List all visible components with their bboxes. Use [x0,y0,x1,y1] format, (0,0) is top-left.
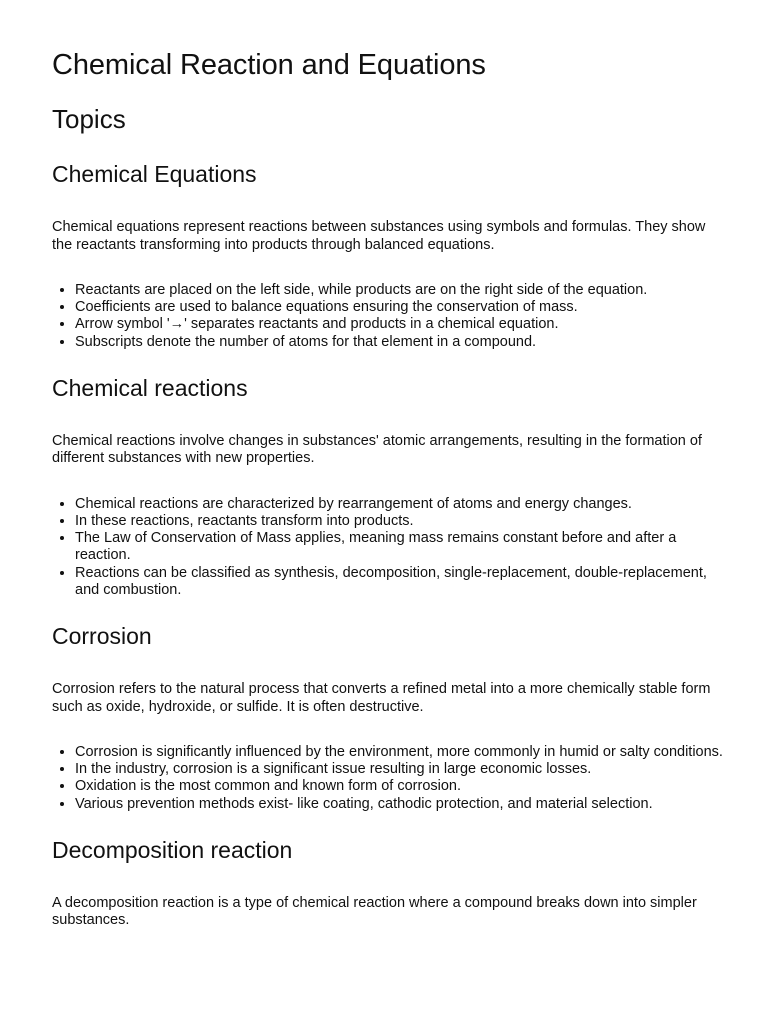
list-item: • In the industry, corrosion is a significant issue resulting in large economic losses. [75,761,728,778]
list-item: • Reactions can be classified as synthesis, decomposition, single-replacement, double-replacement, and combustion. [75,565,728,599]
section-paragraph: Chemical equations represent reactions between substances using symbols and formulas. They show the reactants transforming into products through balanced equations. [52,219,706,253]
section-heading: Chemical Equations [52,161,257,187]
list-item: • Subscripts denote the number of atoms for that element in a compound. [75,334,728,351]
section-heading: Corrosion [52,623,152,650]
section-corrosion [52,621,728,813]
section-chemical-reactions [52,373,728,599]
list-item: • Various prevention methods exist- like coating, cathodic protection, and material selection. [75,796,728,813]
section-chemical-equations [52,159,728,351]
list-item: • The Law of Conservation of Mass applies, meaning mass remains constant before and after a reaction. [75,530,728,564]
list-item: • Chemical reactions are characterized by rearrangement of atoms and energy changes. [75,496,728,513]
section-paragraph: Chemical reactions involve changes in substances' atomic arrangements, resulting in the formation of different substances with new properties. [52,432,702,467]
section-paragraph: Corrosion refers to the natural process that converts a refined metal into a more chemically stable form such as oxide, hydroxide, or sulfide. It is often destructive. [52,681,711,715]
section-paragraph: A decomposition reaction is a type of chemical reaction where a compound breaks down into simpler substances. [52,894,697,929]
list-item: • Reactants are placed on the left side, while products are on the right side of the equation. [75,282,728,299]
page-title: Chemical Reaction and Equations [52,49,486,81]
list-item: • Coefficients are used to balance equations ensuring the conservation of mass. [75,299,728,316]
section-decomposition-reaction [52,835,728,930]
bullet-list [52,282,728,351]
section-heading: Chemical reactions [52,374,248,401]
bullet-list [52,496,728,599]
section-heading: Decomposition reaction [52,836,293,863]
list-item: • Corrosion is significantly influenced by the environment, more commonly in humid or salty conditions. [75,744,728,761]
list-item: • Arrow symbol '→' separates reactants and products in a chemical equation. [75,316,728,333]
list-item: • In these reactions, reactants transform into products. [75,513,728,530]
bullet-list [52,744,728,813]
list-item: • Oxidation is the most common and known form of corrosion. [75,778,728,795]
topics-heading: Topics [52,104,126,134]
